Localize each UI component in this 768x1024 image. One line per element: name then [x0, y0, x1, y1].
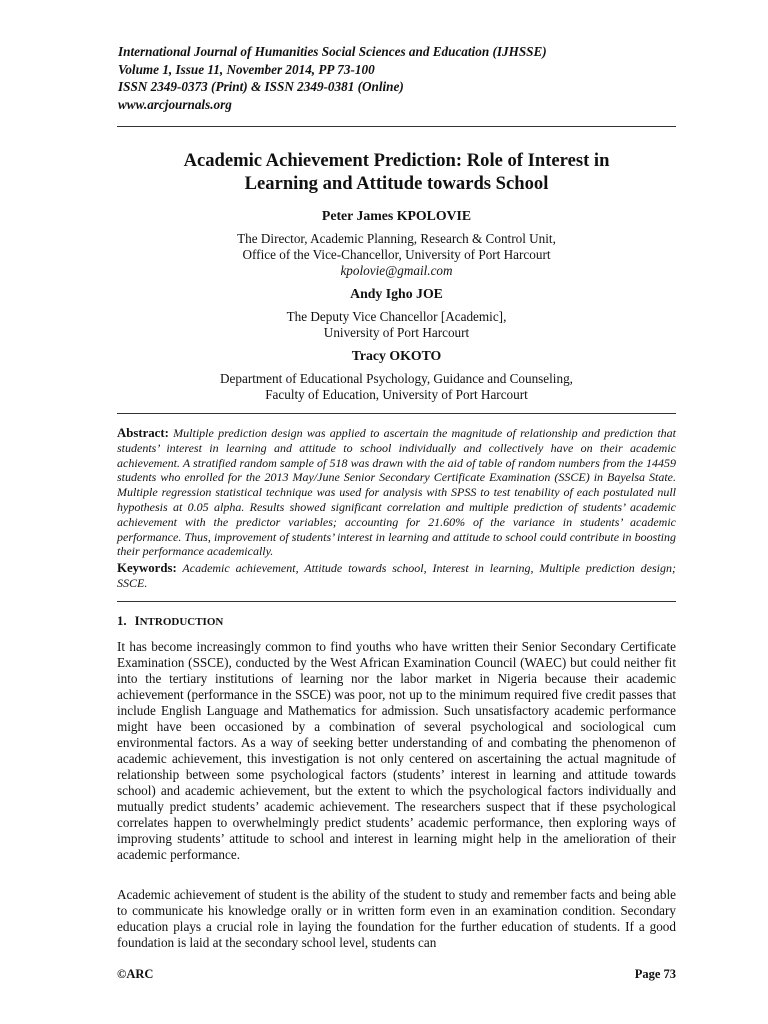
abstract-label: Abstract:	[117, 426, 169, 440]
affiliation-line: The Director, Academic Planning, Research & Control Unit,	[237, 231, 556, 246]
author-affiliation-3	[117, 371, 676, 403]
author-affiliation-2	[117, 309, 676, 341]
abstract-text: Multiple prediction design was applied to ascertain the magnitude of relationship and prediction that students’ interest in learning and attitude to school individually and collectively have on their academic achievement. A stratified random sample of 518 was drawn with the aid of table of random numbers from the 14459 students who enrolled for the 2013 May/June Senior Secondary Certificate Examination (SSCE) in Bayelsa State. Multiple regression statistical technique was used for analysis with SPSS to test tenability of each postulated null hypothesis at 0.05 alpha. Results showed significant correlation and multiple prediction of students’ academic achievement with the predictor variables; accounting for 21.60% of the variance in students’ academic performance. Thus, improvement of students’ interest in learning and attitude to school could contribute in boosting their performance academically.	[117, 426, 676, 559]
affiliation-line: University of Port Harcourt	[323, 325, 470, 340]
journal-volume: Volume 1, Issue 11, November 2014, PP 73-100	[118, 61, 375, 77]
author-name-3: Tracy OKOTO	[351, 348, 442, 363]
paper-title	[117, 149, 676, 195]
journal-issn: ISSN 2349-0373 (Print) & ISSN 2349-0381 (Online)	[118, 79, 404, 94]
journal-header	[118, 43, 678, 113]
abstract-top-rule	[117, 413, 676, 414]
section-number: 1.	[117, 614, 127, 628]
keywords-label: Keywords:	[117, 561, 177, 575]
footer-copyright: ©ARC	[117, 967, 154, 981]
author-name-2: Andy Igho JOE	[350, 286, 443, 301]
section-title-initial: I	[134, 614, 140, 628]
affiliation-line: Faculty of Education, University of Port Harcourt	[265, 387, 528, 402]
author-name-1: Peter James KPOLOVIE	[321, 208, 472, 223]
section-title-rest: NTRODUCTION	[139, 616, 224, 628]
abstract	[117, 426, 676, 559]
section-heading-introduction	[117, 614, 223, 629]
title-line-1: Academic Achievement Prediction: Role of Interest in	[183, 150, 610, 171]
footer-page-number: Page 73	[634, 967, 676, 981]
header-rule	[117, 126, 676, 127]
body-paragraph-1: It has become increasingly common to find youths who have written their Senior Secondary Certificate Examination (SSCE), conducted by the West African Examination Council (WAEC) but could neither fit into the tertiary institutions of learning nor the labor market in Nigeria because their academic achievement (performance in the SSCE) was poor, not up to the minimum required five credit passes that include English Language and Mathematics for admission. Such unsatisfactory academic performance might have been occasioned by a combination of several psychological and sociological cum environmental factors. As a way of seeking better understanding of and combating the phenomenon of academic achievement, this investigation is not only centered on ascertaining the actual magnitude of relationship between some psychological factors (students’ interest in learning and attitude towards school) and academic achievement, but the extent to which the psychological factors individually and mutually predict students’ academic achievement. The researchers suspect that if these psychological correlates happen to overwhelmingly predict students’ academic performance, then exploring ways of improving students’ attitude to school and interest in learning might help in the amelioration of their academic performance.	[117, 639, 676, 862]
journal-name: International Journal of Humanities Social Sciences and Education (IJHSSE)	[118, 44, 547, 59]
keywords-text: Academic achievement, Attitude towards school, Interest in learning, Multiple prediction design; SSCE.	[117, 561, 676, 590]
journal-website[interactable]: www.arcjournals.org	[118, 96, 232, 112]
body-paragraph-2: Academic achievement of student is the ability of the student to study and remember facts and being able to communicate his knowledge orally or in written form even in an examination condition. Secondary education plays a crucial role in laying the foundation for the further education of students. If a good foundation is laid at the secondary school level, students can	[117, 887, 676, 950]
affiliation-line: Department of Educational Psychology, Guidance and Counseling,	[220, 371, 573, 386]
affiliation-line: The Deputy Vice Chancellor [Academic],	[286, 309, 507, 324]
author-affiliation-1	[117, 231, 676, 279]
keywords	[117, 561, 676, 591]
affiliation-line: Office of the Vice-Chancellor, University of Port Harcourt	[242, 247, 551, 262]
title-line-2: Learning and Attitude towards School	[244, 173, 549, 194]
author-email-1[interactable]: kpolovie@gmail.com	[340, 263, 453, 278]
abstract-bottom-rule	[117, 601, 676, 602]
